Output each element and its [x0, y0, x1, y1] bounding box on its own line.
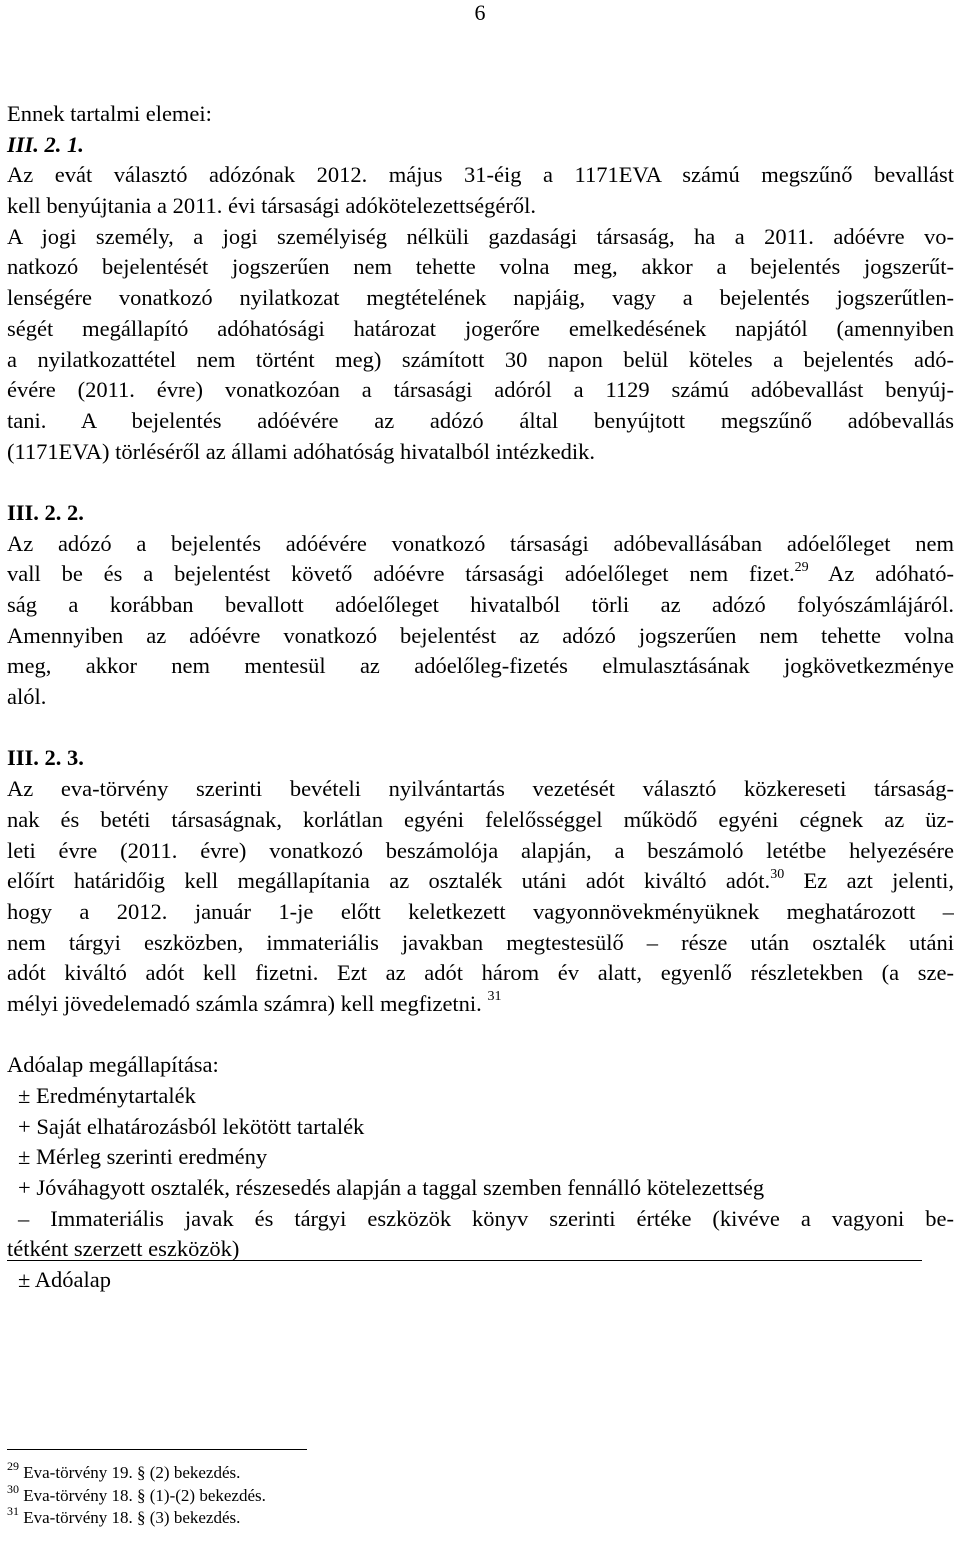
- paragraph-line: Amennyiben az adóévre vonatkozó bejelentést az adózó jogszerűen nem tehette volna: [7, 622, 954, 648]
- footnote-ref-30[interactable]: 30: [770, 866, 785, 882]
- document-body: [7, 99, 954, 1296]
- paragraph-line: adót kiváltó adót kell fizetni. Ezt az adót három év alatt, egyenlő részletekben (a sze-: [7, 960, 954, 986]
- footnote-number: 30: [7, 1481, 19, 1496]
- footnote-text: Eva-törvény 19. § (2) bekezdés.: [23, 1463, 241, 1482]
- footnote-number: 31: [7, 1504, 19, 1519]
- paragraph-line: a nyilatkozattétel nem történt meg) számított 30 napon belül köteles a bejelentés adó-: [7, 346, 954, 372]
- paragraph-line: (1171EVA) törléséről az állami adóhatóság hivatalból intézkedik.: [7, 438, 595, 464]
- footnote-ref-29[interactable]: 29: [794, 559, 809, 575]
- paragraph-line: nak és betéti társaságnak, korlátlan egyéni felelősséggel működő egyéni cégnek az üz-: [7, 806, 954, 832]
- paragraph-line: ság a korábban bevallott adóelőleget hivatalból törli az adózó folyószámlájáról.: [7, 592, 954, 617]
- footnote-text: Eva-törvény 18. § (1)-(2) bekezdés.: [23, 1485, 266, 1505]
- underlined-text: tétként szerzett eszközök): [7, 1234, 922, 1261]
- section-3-title: III. 2. 3.: [7, 745, 84, 771]
- paragraph-line: ségét megállapító adóhatósági határozat jogerőre emelkedésének napjától (amennyiben: [7, 315, 954, 341]
- paragraph-line: évére (2011. évre) vonatkozóan a társasági adóról a 1129 számú adóbevallást benyúj-: [7, 377, 954, 403]
- paragraph-line: kell benyújtania a 2011. évi társasági adókötelezettségéről.: [7, 193, 536, 219]
- paragraph-text: mélyi jövedelemadó számla számra) kell megfizetni.: [7, 990, 482, 1016]
- footnote: [7, 1504, 266, 1530]
- paragraph-line: Az adózó a bejelentés adóévére vonatkozó társasági adóbevallásában adóelőleget nem: [7, 530, 954, 556]
- footnotes: [7, 1459, 266, 1530]
- paragraph-line: hogy a 2012. január 1-je előtt keletkezett vagyonnövekményüknek meghatározott –: [7, 898, 954, 924]
- list-item: + Saját elhatározásból lekötött tartalék: [18, 1113, 365, 1139]
- paragraph-line: lenségére vonatkozó nyilatkozat megtételének napjáig, vagy a bejelentés jogszerűtlen-: [7, 285, 954, 311]
- adoalap-title: Adóalap megállapítása:: [7, 1052, 219, 1078]
- list-item: ± Mérleg szerinti eredmény: [18, 1144, 268, 1170]
- footnote-text: Eva-törvény 18. § (3) bekezdés.: [23, 1508, 241, 1527]
- adoalap-list: [7, 1081, 954, 1296]
- list-item-underlined: [7, 1234, 954, 1265]
- paragraph-line: tani. A bejelentés adóévére az adózó által benyújtott megszűnő adóbevallás: [7, 407, 954, 433]
- footnote-ref-31[interactable]: 31: [487, 989, 502, 1005]
- paragraph-line: [7, 989, 954, 1020]
- list-item: + Jóváhagyott osztalék, részesedés alapján a taggal szemben fennálló kötelezettség: [18, 1175, 765, 1201]
- paragraph-line: A jogi személy, a jogi személyiség nélküli gazdasági társaság, ha a 2011. adóévre vo-: [7, 223, 954, 249]
- paragraph-line: meg, akkor nem mentesül az adóelőleg-fizetés elmulasztásának jogkövetkezménye: [7, 653, 954, 679]
- footnote-separator: [7, 1449, 307, 1450]
- section-1-title: III. 2. 1.: [7, 131, 84, 157]
- paragraph-text: előírt határidőig kell megállapítania az osztalék utáni adót kiváltó adót.: [7, 868, 771, 894]
- paragraph-line: Az eva-törvény szerinti bevételi nyilvántartás vezetését választó közkereseti társaság-: [7, 776, 954, 802]
- list-item: ± Eredménytartalék: [18, 1083, 196, 1108]
- paragraph-text: Az adóható-: [808, 561, 954, 587]
- footnote: [7, 1481, 266, 1508]
- page-number: 6: [474, 0, 486, 25]
- section-1-body: [7, 160, 954, 467]
- list-result: ± Adóalap: [18, 1267, 111, 1293]
- list-item: – Immateriális javak és tárgyi eszközök könyv szerinti értéke (kivéve a vagyoni be-: [18, 1205, 954, 1231]
- intro-heading: Ennek tartalmi elemei:: [7, 101, 212, 126]
- paragraph-line: [7, 866, 954, 897]
- paragraph-line: leti évre (2011. évre) vonatkozó beszámolója alapján, a beszámoló letétbe helyezésére: [7, 837, 954, 863]
- paragraph-text: Ez azt jelenti,: [784, 868, 954, 894]
- paragraph-line: Az evát választó adózónak 2012. május 31-éig a 1171EVA számú megszűnő bevallást: [7, 162, 954, 188]
- footnote-number: 29: [7, 1459, 19, 1474]
- paragraph-line: nem tárgyi eszközben, immateriális javakban megtestesülő – része után osztalék utáni: [7, 929, 954, 955]
- section-2-body: [7, 529, 954, 713]
- paragraph-line: alól.: [7, 684, 47, 710]
- section-2-title: III. 2. 2.: [7, 499, 84, 525]
- paragraph-line: [7, 559, 954, 590]
- paragraph-line: natkozó bejelentését jogszerűen nem tehette volna meg, akkor a bejelentés jogszerűt-: [7, 254, 954, 280]
- section-3-body: [7, 774, 954, 1020]
- paragraph-text: vall be és a bejelentést követő adóévre társasági adóelőleget nem fizet.: [7, 561, 795, 587]
- footnote: [7, 1459, 266, 1485]
